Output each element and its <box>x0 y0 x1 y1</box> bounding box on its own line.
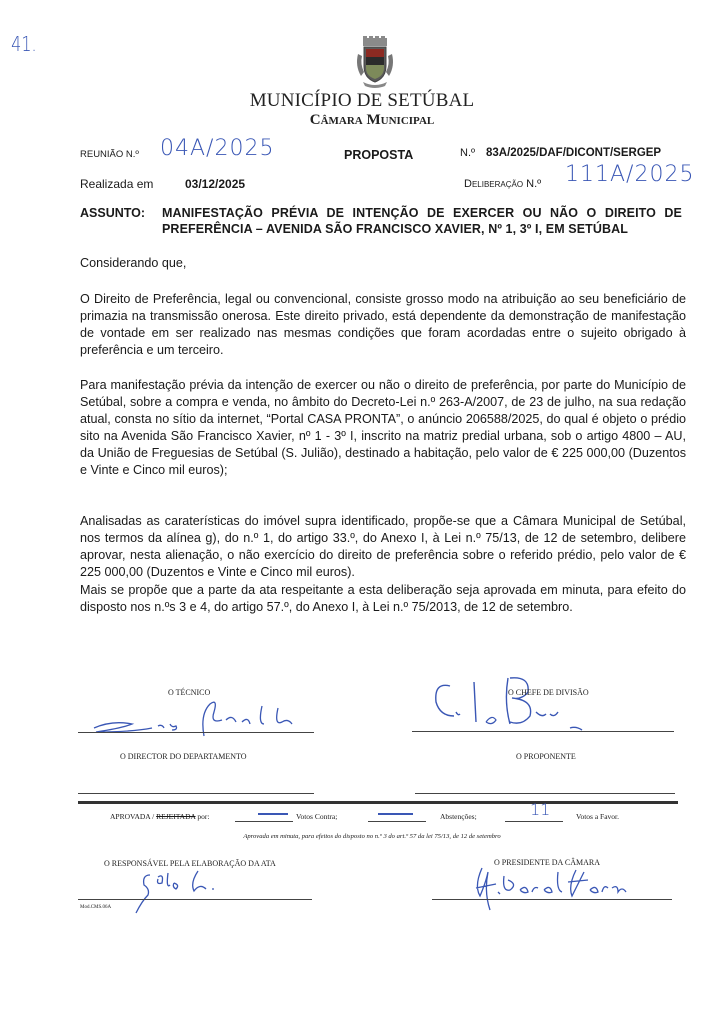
deliberation-number-label: Deliberação N.º <box>464 178 542 190</box>
approved-text: APROVADA / <box>110 812 157 821</box>
body-paragraph: Mais se propõe que a parte da ata respeitante a esta deliberação seja aprovada em minuta, para efeito do disposto nos n.ºs 3 e 4, do artigo 57.º, do Anexo I, à Lei n.º 75/2013, de 12 de setembro. <box>80 583 686 614</box>
technician-label: O TÉCNICO <box>168 688 211 697</box>
section-divider <box>78 801 678 804</box>
considering-line: Considerando que, <box>80 256 187 270</box>
proposal-number-label: N.º <box>460 147 476 159</box>
minutes-author-signature-line <box>78 899 312 900</box>
technician-signature-line <box>78 732 314 733</box>
mayor-label: O PRESIDENTE DA CÂMARA <box>494 858 601 867</box>
held-on-date: 03/12/2025 <box>185 177 246 191</box>
proponent-signature-line <box>415 793 675 794</box>
municipality-title: MUNICÍPIO DE SETÚBAL <box>249 90 475 111</box>
rejected-text-struck: REJEITADA <box>156 812 196 821</box>
body-paragraph: Para manifestação prévia da intenção de exercer ou não o direito de preferência, por parte do Município de Setúbal, sobre a compra e venda, no âmbito do Decreto-Lei n.º 263-A/2007, de 23 de julho, na sua redação atual, consta no sítio da internet, “Portal CASA PRONTA”, o anúncio 206588/2025, do qual é objeto o prédio sito na Avenida São Francisco Xavier, nº 1 - 3º I, inscrito na matriz predial urbana, sob o artigo 4800 – AU, da União de Freguesias de Setúbal (S. Julião), destinado a habitação, pelo valor de € 225 000,00 (Duzentos e Vinte e Cinco mil euros); <box>80 378 686 477</box>
department-director-signature-line <box>78 793 314 794</box>
subject-text: MANIFESTAÇÃO PRÉVIA DE INTENÇÃO DE EXERCER OU NÃO O DIREITO DE PREFERÊNCIA – AVENIDA SÃO FRANCISCO XAVIER, Nº 1, 3º I, EM SETÚBAL <box>162 206 682 236</box>
votes-against-label: Votos Contra; <box>296 812 338 821</box>
mayor-signature-line <box>432 899 672 900</box>
subject-label: ASSUNTO: <box>80 206 146 220</box>
by-text: por: <box>195 812 210 821</box>
votes-for-value: 11 <box>530 800 551 819</box>
department-director-label: O DIRECTOR DO DEPARTAMENTO <box>120 752 247 761</box>
division-head-signature-line <box>412 731 674 732</box>
division-head-label: O CHEFE DE DIVISÃO <box>508 688 589 697</box>
proposal-label: PROPOSTA <box>344 148 414 162</box>
coat-of-arms-icon <box>355 36 395 90</box>
held-on-label: Realizada em <box>80 177 154 191</box>
votes-against-blank <box>235 821 293 822</box>
abstentions-dash-mark <box>378 813 413 815</box>
mayor-signature <box>468 862 628 912</box>
abstentions-label: Abstenções; <box>440 812 477 821</box>
body-paragraph: O Direito de Preferência, legal ou convencional, consiste grosso modo na atribuição ao seu beneficiário de primazia na transmissão onerosa. Este direito privado, está dependente da demonstração de manifestação de vontade em ser realizado nas mesmas condições que foram acordadas entre o sujeito obrigado à preferência e um terceiro. <box>80 292 686 357</box>
meeting-number-value: 04A/2025 <box>160 136 275 161</box>
minutes-author-signature <box>128 855 248 915</box>
proponent-label: O PROPONENTE <box>516 752 576 761</box>
deliberation-number-value: 111A/2025 <box>565 162 695 187</box>
handwritten-page-number: 41. <box>11 32 37 56</box>
body-paragraph: Analisadas as caraterísticas do imóvel supra identificado, propõe-se que a Câmara Municipal de Setúbal, nos termos da alínea g), do n.º 1, do artigo 33.º, do Anexo I, à Lei n.º 75/13, de 12 de setembro, delibere aprovar, nesta alienação, o não exercício do direito de preferência sobre o referido prédio, pelo valor de € 225 000,00 (Duzentos e Vinte e Cinco mil euros). <box>80 514 686 579</box>
votes-for-label: Votos a Favor. <box>576 812 619 821</box>
proposal-number-value: 83A/2025/DAF/DICONT/SERGEP <box>486 147 662 159</box>
votes-for-blank <box>505 821 563 822</box>
votes-against-dash-mark <box>258 813 288 815</box>
minutes-approval-note: Aprovada em minuta, para efeitos do disposto no n.º 3 do art.º 57 da lei 75/13, de 12 de setembro <box>243 833 501 840</box>
chamber-title: Câmara Municipal <box>309 112 435 128</box>
meeting-number-label: REUNIÃO N.º <box>80 149 139 160</box>
division-head-signature <box>430 672 610 738</box>
abstentions-blank <box>368 821 426 822</box>
approval-status-label <box>110 812 210 821</box>
form-model-code: Mod.CMS.06A <box>80 905 112 910</box>
minutes-author-label: O RESPONSÁVEL PELA ELABORAÇÃO DA ATA <box>104 859 276 868</box>
